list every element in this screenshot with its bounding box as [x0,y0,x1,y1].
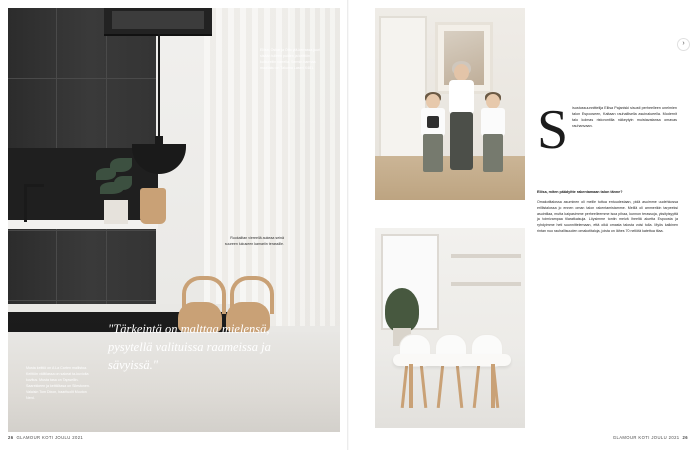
folio-right [613,435,688,440]
child-pants [483,134,503,172]
cabinet-seam [8,230,156,231]
plant-leaf [110,158,132,172]
woman-top [449,80,474,114]
question-heading-1: Eliisa, miten päädyitte rakentamaan talon tänne? [537,190,623,194]
wall-shelf [451,254,521,258]
folio-right-number: 26 [682,435,688,440]
dining-chair [471,334,501,408]
dining-chair [435,334,465,408]
plant-foliage [385,288,419,332]
chair-leg [473,364,481,408]
adult-woman [445,64,479,172]
woman-head [454,64,469,81]
chair-leg [456,364,464,408]
family-photo [375,8,525,200]
answer-paragraph-1: Omakotitalossa asuminen oli meille tuttua entuudestaan, pidä asuimme uudehkossa erillistalossa jo ennen oman talon rakentamistamme. Meillä oli ammerikin tarpeeksi asuintilaa, mutta kaipasimme perheelleemme isoa pihaa, kunnon terassoja, yksityisyyttä ja toimivampaa tilaratkaisuja. Löysimme tontin meivä lheeltä aluetta Espoosta ja ryhdyimme heti suunnittelemaan, että oikä omasta talosta voisi tulla. Myös kalkinen rintan nuo rauhallisuuden omakotitaloja, joista on lähes 70 neliötä katettua tilaa. [537,199,678,234]
plant-leaf [114,176,132,190]
child-left [419,94,447,172]
child-right [479,94,507,172]
caption-bottom-left: Musta keittiö on A La Carten mallistoa. Keittiön välitilassa on sakeat ta-kuvioita kuvitus. Musta tasa on Tapwellin. Saarekkeen ja keittiötasa on Silestonen. Valaisin Tom Dixon, baarituolit Muuton Nerd. [26,366,90,401]
shirt-print [427,116,439,128]
article-intro [537,99,677,161]
potted-plant [94,158,138,224]
child-head [486,94,500,109]
child-shirt [481,108,505,136]
kitchen-faucet-arm [24,184,44,187]
table-leg [491,364,495,408]
folio-left-text: GLAMOUR KOTI JOULU 2021 [16,435,84,440]
plant-pot [104,200,128,224]
wall-shelf [451,282,521,286]
pull-quote-text: "Tärkeintä on malttaa mielensä, pysytellä valituissa raameissa ja sävyissä." [108,321,271,372]
page-marker-icon: › [677,38,690,51]
child-head [426,94,440,109]
dining-photo [375,228,525,428]
table-leg [409,364,413,408]
cutting-board [140,188,166,224]
article-body-upper [537,190,678,239]
chair-leg [420,364,428,408]
pull-quote [108,320,282,374]
kitchen-photo [8,8,340,432]
child-pants [423,134,443,172]
kitchen-faucet [24,184,27,222]
intro-paragraph: isustussuunnittelija Eliisa Pajaniski sisusti perheelleen unelmien talon Espooseen, Kaitaan rauhallisella asuinalueella. Modernit talo kolmas ristorontilla näkeytyin muistavatansa omavas rauhanvaan. [572,106,677,128]
range-hood-inner [112,11,204,29]
pendant-cord [158,34,160,146]
caption-top-right: Eliisa, Oskar ja Otto ylä-kerrassa juuri sisään tulleen puiden ja keittiön kulkureitin varrella. Sermin harmaa maailaku on Takuma Laseri X481. [260,48,321,70]
folio-left-number: 26 [8,435,14,440]
caption-mid-right: Ruokailtan viereellä aukeaa seinä suureen lukuseen kamariin terassille. [224,236,284,246]
chair-leg [401,364,409,408]
chair-leg [437,364,445,408]
cabinet-seam [8,78,156,79]
woman-trousers [450,112,473,170]
right-page [349,0,696,450]
folio-right-text: GLAMOUR KOTI JOULU 2021 [612,435,680,440]
folio-left [8,435,83,440]
cabinet-seam [8,300,156,301]
dining-chair [399,334,429,408]
drop-cap: S [537,99,569,161]
